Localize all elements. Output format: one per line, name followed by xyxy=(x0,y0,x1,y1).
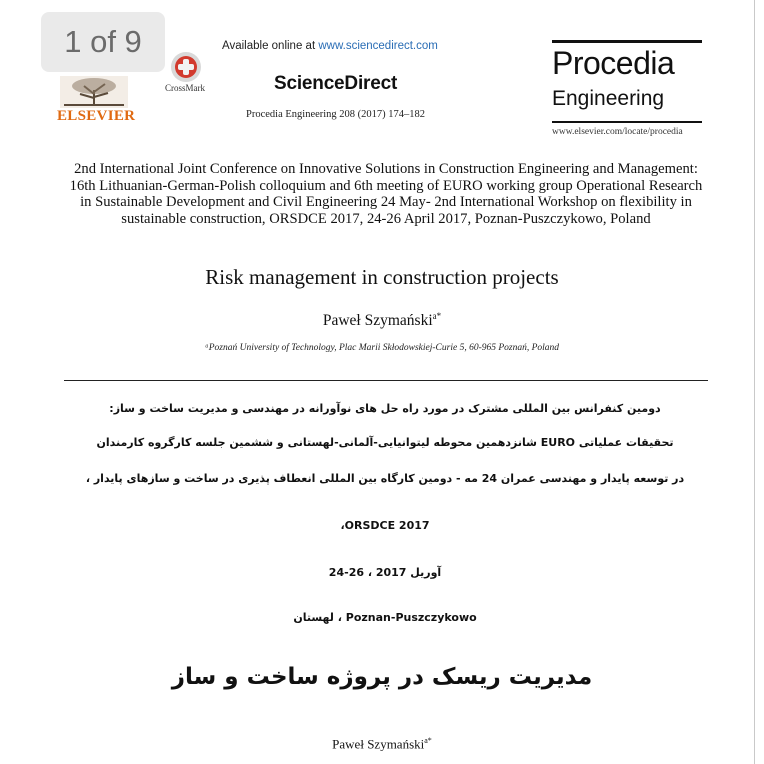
author-affiliation: ᵃPoznań University of Technology, Plac Marii Skłodowskiej-Curie 5, 60-965 Poznań, Poland xyxy=(204,343,560,353)
translated-author-name: Paweł Szymański xyxy=(332,736,425,752)
elsevier-logo: ELSEVIER xyxy=(57,108,136,124)
available-online xyxy=(222,40,438,52)
author-name: Paweł Szymański xyxy=(322,312,433,330)
procedia-engineering-logo xyxy=(552,40,702,124)
translation-line-3: در توسعه پایدار و مهندسی عمران 24 مه - دومین کارگاه بین المللی انعطاف پذیری در ساخت و سازهای پایدار ، xyxy=(85,472,685,485)
section-divider xyxy=(64,380,708,381)
translated-author-line xyxy=(0,736,764,752)
logo-bottom-rule xyxy=(552,121,702,123)
viewer-edge-line xyxy=(754,0,755,764)
journal-reference: Procedia Engineering 208 (2017) 174–182 xyxy=(246,109,426,120)
sciencedirect-link[interactable]: www.sciencedirect.com xyxy=(318,40,438,52)
paper-title: Risk management in construction projects xyxy=(205,265,559,289)
journal-subtitle: Engineering xyxy=(552,87,665,110)
page-counter[interactable]: 1 of 9 xyxy=(41,12,165,72)
author-marks: a* xyxy=(432,311,442,321)
journal-title: Procedia xyxy=(552,45,675,81)
translation-line-2: تحقیقات عملیاتی EURO شانزدهمین محوطه لیتوانیایی-آلمانی-لهستانی و ششمین جلسه کارگروه کارمندان xyxy=(96,436,674,449)
translation-line-5: آوریل 2017 ، 26-24 xyxy=(328,566,442,579)
available-online-prefix: Available online at xyxy=(222,40,319,52)
conference-name: 2nd International Joint Conference on Innovative Solutions in Construction Engineering and Management: 16th Lithuanian-German-Polish colloquium and 6th meeting of EURO working group Operational Research in Sustainable Development and Civil Engineering 24 May- 2nd International Workshop on flexibility in sustainable construction, ORSDCE 2017, 24-26 April 2017, Poznan-Puszczykowo, Poland xyxy=(69,161,703,227)
journal-url[interactable]: www.elsevier.com/locate/procedia xyxy=(552,127,683,137)
translation-line-6: Poznan-Puszczykowo ، لهستان xyxy=(293,611,477,624)
translated-title: مدیریت ریسک در پروژه ساخت و ساز xyxy=(171,664,593,690)
translation-line-4: ORSDCE 2017، xyxy=(340,519,430,532)
translation-line-1: دومین کنفرانس بین المللی مشترک در مورد راه حل های نوآورانه در مهندسی و مدیریت ساخت و ساز: xyxy=(109,402,661,415)
logo-top-rule xyxy=(552,40,702,43)
translated-author-marks: a* xyxy=(424,736,432,745)
crossmark-label: CrossMark xyxy=(165,83,205,93)
crossmark-icon[interactable] xyxy=(168,50,204,84)
author-line xyxy=(0,311,764,330)
sciencedirect-logo: ScienceDirect xyxy=(274,73,398,94)
elsevier-tree-icon xyxy=(60,76,128,108)
